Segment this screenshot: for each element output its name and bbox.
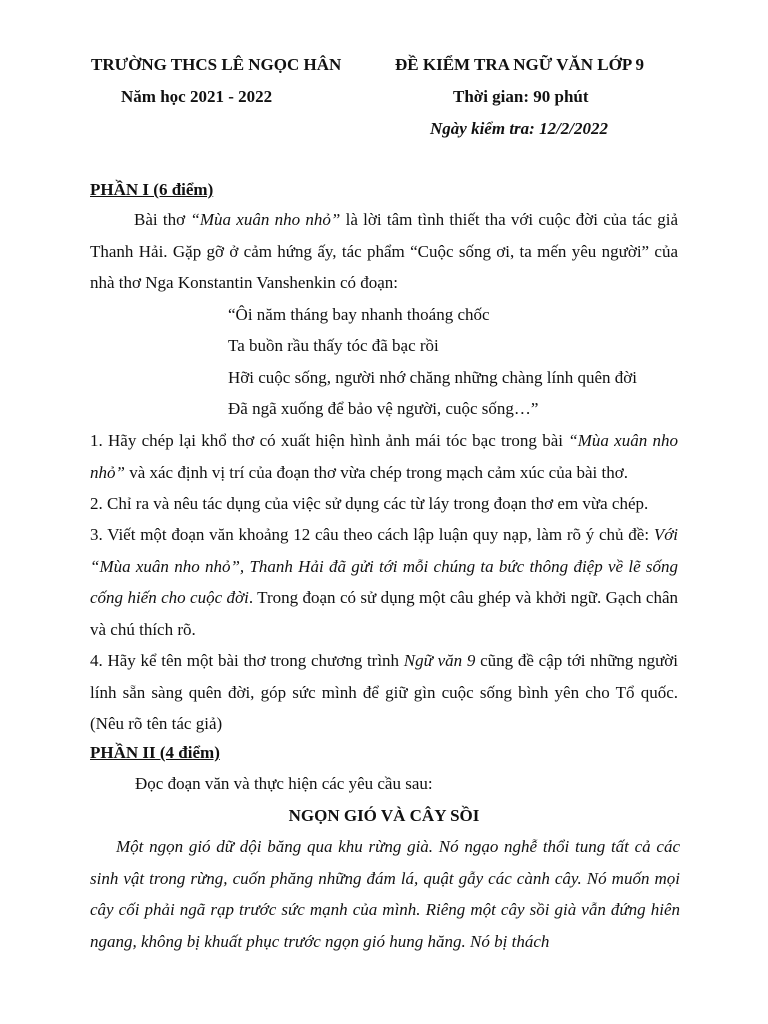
part1-intro: [90, 204, 678, 299]
exam-duration: Thời gian: 90 phút: [453, 87, 589, 106]
part2-heading: PHẦN II (4 điểm): [90, 743, 220, 762]
part1-heading: PHẦN I (6 điểm): [90, 180, 214, 199]
q4-text-a: 4. Hãy kể tên một bài thơ trong chương trình: [90, 651, 404, 670]
school-name: TRƯỜNG THCS LÊ NGỌC HÂN: [91, 55, 342, 74]
question-4: [90, 645, 678, 740]
exam-title: ĐỀ KIỂM TRA NGỮ VĂN LỚP 9: [395, 55, 645, 74]
school-year: Năm học 2021 - 2022: [121, 87, 273, 106]
poem-line-2: Ta buồn rầu thấy tóc đã bạc rồi: [228, 336, 439, 355]
q4-book: Ngữ văn 9: [403, 651, 476, 670]
story-title: NGỌN GIÓ VÀ CÂY SỒI: [288, 806, 480, 825]
intro-poem-title: “Mùa xuân nho nhỏ”: [190, 210, 341, 229]
q3-text-a: 3. Viết một đoạn văn khoảng 12 câu theo cách lập luận quy nạp, làm rõ ý chủ đề:: [90, 525, 654, 544]
question-3: [90, 519, 678, 645]
exam-date: Ngày kiểm tra: 12/2/2022: [430, 119, 609, 138]
question-1: [90, 425, 678, 488]
poem-line-3: Hỡi cuộc sống, người nhớ chăng những chàng lính quên đời: [228, 368, 637, 387]
story-text: Một ngọn gió dữ dội băng qua khu rừng già. Nó ngạo nghễ thổi tung tất cả các sinh vật trong rừng, cuốn phăng những đám lá, quật gẫy các cành cây. Nó muốn mọi cây cối phải ngã rạp trước sức mạnh của mình. Riêng một cây sồi già vẫn đứng hiên ngang, không bị khuất phục trước ngọn gió hung hăng. Nó bị thách: [90, 837, 680, 951]
q4-text-b: cũng đề cập tới những người lính sẵn sàng quên đời, góp sức mình để giữ gìn cuộc sống bình yên cho Tổ quốc. (Nêu rõ tên tác giả): [90, 651, 679, 733]
q3-topic: Với “Mùa xuân nho nhỏ”, Thanh Hải đã gửi tới mỗi chúng ta bức thông điệp về lẽ sống cống hiến cho cuộc đời: [90, 525, 678, 607]
poem-line-4: Đã ngã xuống để bảo vệ người, cuộc sống…”: [228, 399, 539, 418]
part2-instruction: Đọc đoạn văn và thực hiện các yêu cầu sau:: [135, 774, 433, 793]
intro-text-a: Bài thơ: [134, 210, 191, 229]
q1-text-a: 1. Hãy chép lại khổ thơ có xuất hiện hình ảnh mái tóc bạc trong bài: [90, 431, 569, 450]
poem-line-1: “Ôi năm tháng bay nhanh thoáng chốc: [228, 305, 490, 324]
q3-text-b: . Trong đoạn có sử dụng một câu ghép và khởi ngữ. Gạch chân và chú thích rõ.: [90, 588, 679, 639]
question-2: 2. Chỉ ra và nêu tác dụng của việc sử dụng các từ láy trong đoạn thơ em vừa chép.: [90, 494, 649, 513]
intro-text-b: là lời tâm tình thiết tha với cuộc đời của tác giả Thanh Hải. Gặp gỡ ở cảm hứng ấy, tác phẩm “Cuộc sống ơi, ta mến yêu người” của nhà thơ Nga Konstantin Vanshenkin có đoạn:: [90, 210, 678, 292]
q1-text-b: và xác định vị trí của đoạn thơ vừa chép trong mạch cảm xúc của bài thơ.: [124, 462, 628, 482]
q1-poem-title: “Mùa xuân nho nhỏ”: [90, 431, 678, 482]
